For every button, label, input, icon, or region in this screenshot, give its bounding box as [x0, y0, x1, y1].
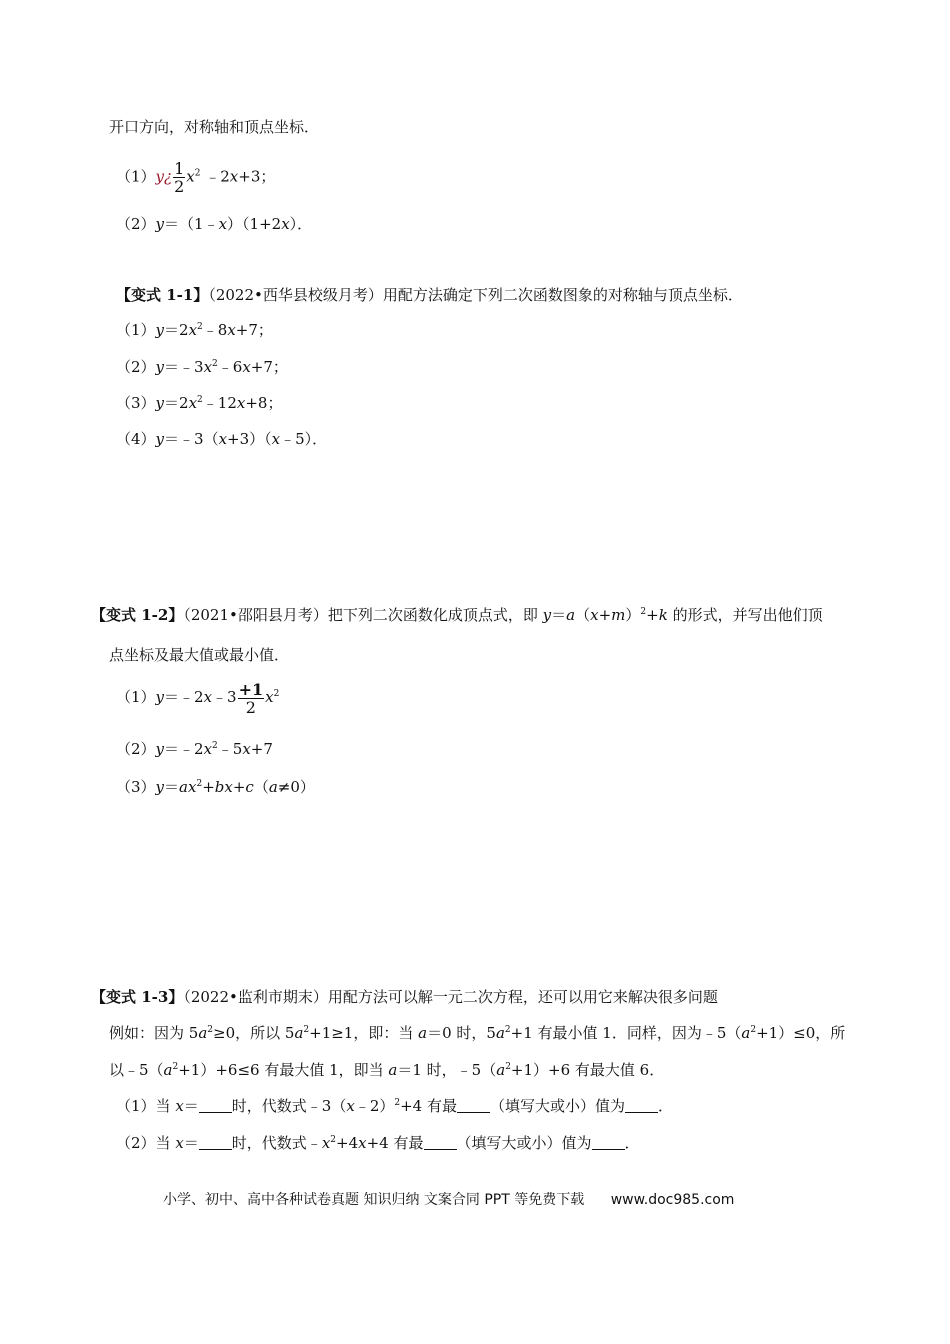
answer-blank[interactable]	[424, 1135, 457, 1150]
answer-blank[interactable]	[457, 1098, 490, 1113]
variant-1-1-item: （4）y＝﹣3（x+3）（x﹣5）．	[116, 430, 328, 448]
intro-item-1: （1）y¿ $\frac{1}{2}$ $x^2$ ﹣2x+3；	[116, 159, 276, 196]
variant-1-1-heading	[116, 285, 743, 305]
variant-1-1-item: $(3)y=2x^2﹣12x+8$；	[116, 394, 283, 412]
variant-1-1-item: $(1)y=2x^2﹣8x+7$；	[116, 321, 273, 339]
answer-blank[interactable]	[592, 1135, 625, 1150]
footer-text: 小学、初中、高中各种试卷真题 知识归纳 文案合同 PPT 等免费下载	[163, 1192, 585, 1208]
answer-blank[interactable]	[625, 1098, 658, 1113]
footer-url[interactable]: www.doc985.com	[610, 1192, 735, 1208]
variant-question: （2022•监利市期末）用配方法可以解一元二次方程，还可以用它来解决很多问题	[183, 988, 718, 1006]
fraction: $\frac{1}{2}$	[174, 159, 185, 196]
variant-1-2-item: （1）y＝﹣2x﹣3 $\frac{+1}{2}$ $x^2$	[116, 679, 280, 717]
variant-1-3-question-1: （1）当 x＝ 时，代数式﹣3（x﹣2）$^2$+4 有最 （填写大或小）值为 ．	[116, 1097, 674, 1115]
intro-item-2: （2）y＝（1﹣x）（1+2x）．	[116, 215, 313, 233]
intro-text: 开口方向，对称轴和顶点坐标．	[109, 118, 320, 136]
variant-question: （2022•西华县校级月考）用配方法确定下列二次函数图象的对称轴与顶点坐标．	[208, 286, 743, 304]
answer-blank[interactable]	[199, 1135, 232, 1150]
variant-1-3-example-line2: 以$﹣5(a^2+1)+6\le 6$ 有最大值 1，即当 a＝1 时，$﹣5(a^2+1)+6$ 有最大值 6．	[109, 1061, 665, 1079]
answer-blank[interactable]	[199, 1098, 232, 1113]
variant-1-2-item: $(3)y=ax^2+bx+c(a\ne 0)$	[116, 778, 315, 796]
variant-1-2-heading: 【变式 1-2】（2021•邵阳县月考）把下列二次函数化成顶点式，即 $y=a(x+m)^2+k$ 的形式，并写出他们顶	[91, 606, 823, 624]
variant-tag: 【变式 1-1】	[116, 286, 209, 304]
variant-1-3-heading	[91, 987, 718, 1007]
fraction: $\frac{+1}{2}$	[238, 679, 264, 717]
variant-tag: 【变式 1-3】	[91, 988, 184, 1006]
variant-1-3-question-2: （2）当 x＝ 时，代数式$﹣x^2+4x+4$ 有最 （填写大或小）值为 ．	[116, 1134, 640, 1152]
page-footer	[163, 1190, 734, 1210]
variant-tag: 【变式 1-2】	[91, 606, 184, 624]
variant-1-1-item: $(2)y=﹣3x^2﹣6x+7$；	[116, 358, 288, 376]
variant-1-2-continuation: 点坐标及最大值或最小值．	[109, 646, 290, 664]
variant-1-3-example-line1: 例如：因为 $5a^2\ge 0$，所以 $5a^2+1\ge 1$，即：当 a＝0 时，$5a^2+1$ 有最小值 1．同样，因为$﹣5(a^2+1)\le 0$，所	[109, 1024, 846, 1042]
variant-1-2-item: $(2)y=﹣2x^2﹣5x+7$	[116, 740, 273, 758]
